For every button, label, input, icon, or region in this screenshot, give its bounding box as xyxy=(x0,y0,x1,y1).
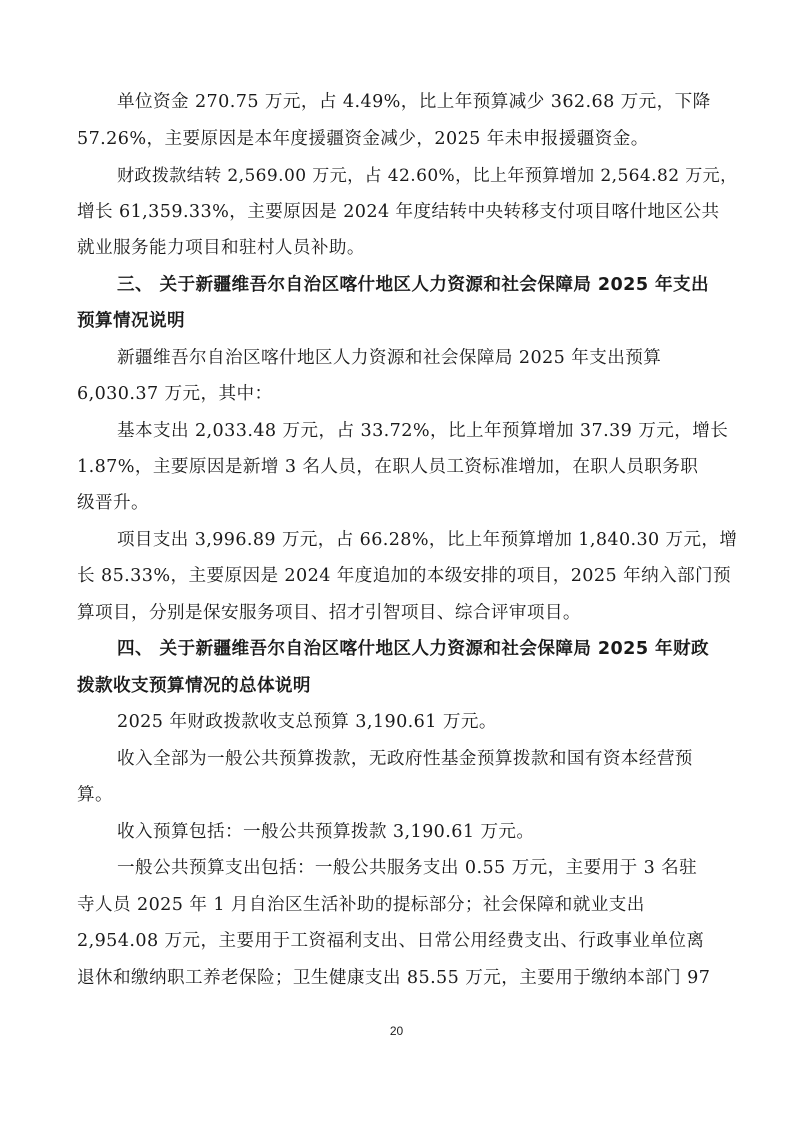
paragraph-line: 财政拨款结转 2,569.00 万元，占 42.60%，比上年预算增加 2,564.82 万元， xyxy=(117,166,738,186)
paragraph-line: 新疆维吾尔自治区喀什地区人力资源和社会保障局 2025 年支出预算 xyxy=(117,348,662,368)
paragraph-line: 单位资金 270.75 万元，占 4.49%，比上年预算减少 362.68 万元，下降 xyxy=(117,92,711,112)
paragraph-line: 长 85.33%，主要原因是 2024 年度追加的本级安排的项目，2025 年纳入部门预 xyxy=(77,566,732,586)
paragraph-line: 2,954.08 万元，主要用于工资福利支出、日常公用经费支出、行政事业单位离 xyxy=(77,931,705,951)
section-heading-4-cont: 拨款收支预算情况的总体说明 xyxy=(77,676,311,696)
paragraph-line: 退休和缴纳职工养老保险；卫生健康支出 85.55 万元，主要用于缴纳本部门 97 xyxy=(77,968,711,988)
paragraph-line: 算。 xyxy=(77,785,113,805)
paragraph-line: 项目支出 3,996.89 万元，占 66.28%，比上年预算增加 1,840.30 万元，增 xyxy=(117,530,738,550)
section-heading-3: 三、 关于新疆维吾尔自治区喀什地区人力资源和社会保障局 2025 年支出 xyxy=(117,275,709,295)
page-number: 20 xyxy=(389,1024,404,1038)
paragraph-line: 级晋升。 xyxy=(77,493,149,513)
section-heading-3-cont: 预算情况说明 xyxy=(77,311,185,331)
paragraph-line: 1.87%，主要原因是新增 3 名人员，在职人员工资标准增加，在职人员职务职 xyxy=(77,457,699,477)
paragraph-line: 寺人员 2025 年 1 月自治区生活补助的提标部分；社会保障和就业支出 xyxy=(77,895,645,915)
paragraph-line: 一般公共预算支出包括：一般公共服务支出 0.55 万元，主要用于 3 名驻 xyxy=(117,858,698,878)
paragraph-line: 收入预算包括：一般公共预算拨款 3,190.61 万元。 xyxy=(117,822,535,842)
paragraph-line: 增长 61,359.33%，主要原因是 2024 年度结转中央转移支付项目喀什地区公共 xyxy=(77,202,720,222)
paragraph-line: 算项目，分别是保安服务项目、招才引智项目、综合评审项目。 xyxy=(77,603,581,623)
paragraph-line: 收入全部为一般公共预算拨款，无政府性基金预算拨款和国有资本经营预 xyxy=(117,749,693,769)
paragraph-line: 6,030.37 万元，其中： xyxy=(77,384,273,404)
paragraph-line: 57.26%，主要原因是本年度援疆资金减少，2025 年未申报援疆资金。 xyxy=(77,129,649,149)
section-heading-4: 四、 关于新疆维吾尔自治区喀什地区人力资源和社会保障局 2025 年财政 xyxy=(117,639,709,659)
paragraph-line: 就业服务能力项目和驻村人员补助。 xyxy=(77,238,365,258)
paragraph-line: 基本支出 2,033.48 万元，占 33.72%，比上年预算增加 37.39 万元，增长 xyxy=(117,421,729,441)
paragraph-line: 2025 年财政拨款收支总预算 3,190.61 万元。 xyxy=(117,712,497,732)
